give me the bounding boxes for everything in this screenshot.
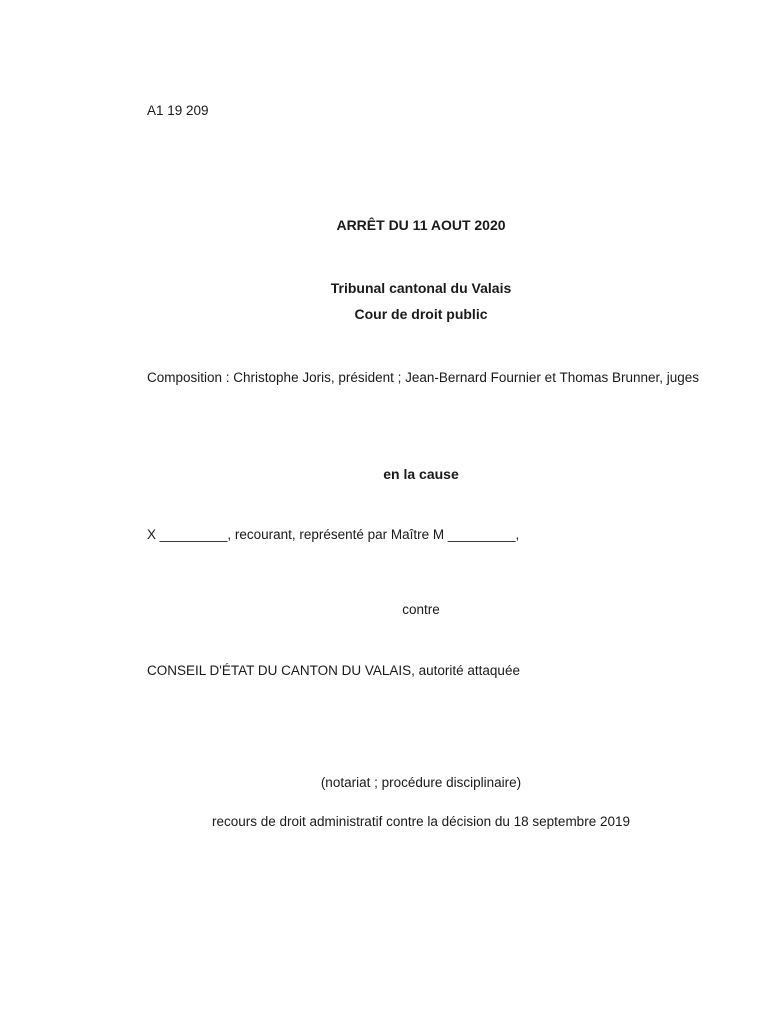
composition-text: Composition : Christophe Joris, président ; Jean-Bernard Fournier et Thomas Brunner, juges [147, 370, 700, 385]
party-appellant: X _________, recourant, représenté par Maître M _________, [147, 527, 520, 542]
case-subject: (notariat ; procédure disciplinaire) [320, 775, 522, 790]
court-division: Cour de droit public [354, 306, 488, 322]
case-number: A1 19 209 [147, 103, 209, 118]
judgment-title: ARRÊT DU 11 AOUT 2020 [336, 217, 506, 233]
party-respondent: CONSEIL D'ÉTAT DU CANTON DU VALAIS, autorité attaquée [147, 663, 520, 678]
case-object: recours de droit administratif contre la décision du 18 septembre 2019 [212, 814, 630, 829]
cause-heading: en la cause [383, 466, 459, 482]
court-name: Tribunal cantonal du Valais [330, 280, 512, 296]
versus-label: contre [402, 602, 440, 617]
